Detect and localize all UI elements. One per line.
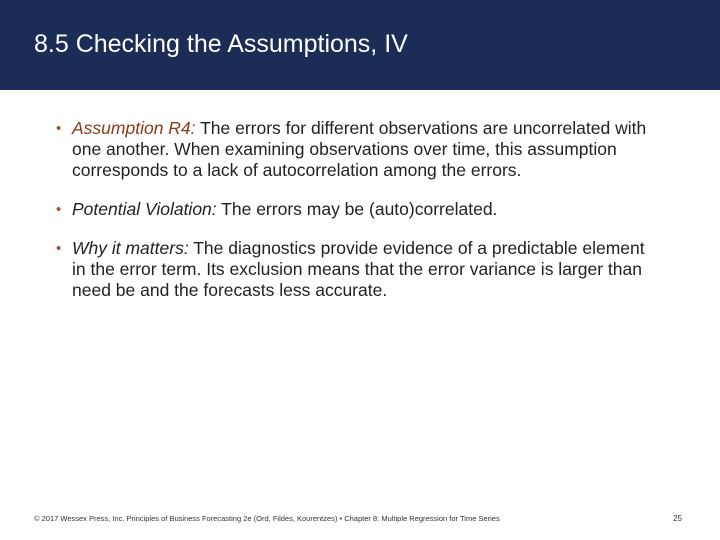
slide-title: 8.5 Checking the Assumptions, IV [34,30,408,58]
bullet-text: The diagnostics provide evidence of a predictable element in the error term. Its exclusion means that the error variance is larger than need be and the forecasts less accurate. [72,238,645,300]
bullet-assumption-r4 [56,118,656,181]
title-bar [0,0,720,90]
footer-citation: © 2017 Wessex Press, Inc. Principles of Business Forecasting 2e (Ord, Fildes, Kourentzes) • Chapter 8: Multiple Regression for Time Series [34,514,500,523]
bullet-term: Assumption R4: [72,118,196,138]
bullet-marker: • [56,120,62,137]
bullet-marker: • [56,201,62,218]
bullet-why-it-matters [56,238,656,301]
bullet-list [56,118,656,319]
bullet-term: Why it matters: [72,238,189,258]
page-number: 25 [673,514,682,523]
bullet-marker: • [56,240,62,257]
bullet-potential-violation [56,199,656,220]
bullet-text: The errors may be (auto)correlated. [216,199,498,219]
bullet-term: Potential Violation: [72,199,217,219]
bullet-text: The errors for different observations are uncorrelated with one another. When examining observations over time, this assumption corresponds to a lack of autocorrelation among the errors. [72,118,647,180]
